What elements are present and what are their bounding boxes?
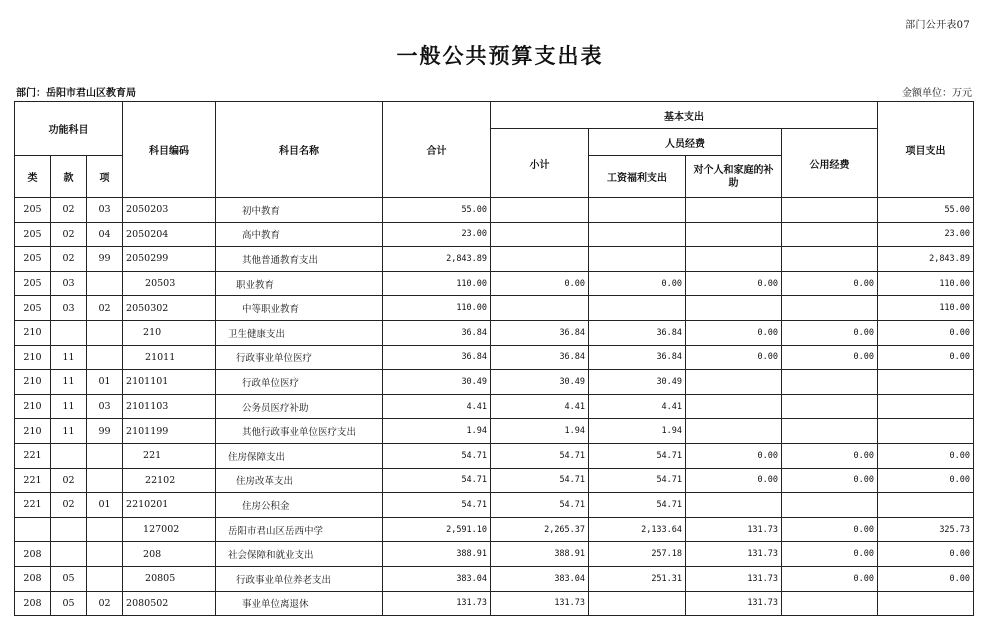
cell-public: [782, 419, 878, 444]
cell-code: 127002: [123, 517, 216, 542]
cell-subtotal: 0.00: [491, 271, 589, 296]
cell-family: [686, 419, 782, 444]
table-row: [15, 296, 974, 321]
cell-family: 0.00: [686, 345, 782, 370]
cell-subtotal: 2,265.37: [491, 517, 589, 542]
cell-kuan: 11: [51, 345, 87, 370]
cell-lei: 205: [15, 198, 51, 223]
cell-project: 325.73: [878, 517, 974, 542]
cell-total: 54.71: [383, 468, 491, 493]
cell-lei: 205: [15, 271, 51, 296]
cell-total: 36.84: [383, 320, 491, 345]
cell-wages: 0.00: [589, 271, 686, 296]
cell-wages: 251.31: [589, 566, 686, 591]
table-row: [15, 468, 974, 493]
cell-xiang: 01: [87, 493, 123, 518]
cell-code: 2050204: [123, 222, 216, 247]
cell-wages: [589, 247, 686, 272]
cell-code: 22102: [123, 468, 216, 493]
cell-lei: 205: [15, 247, 51, 272]
cell-project: [878, 419, 974, 444]
cell-kuan: [51, 542, 87, 567]
cell-name: 行政事业单位养老支出: [216, 566, 383, 591]
cell-project: [878, 370, 974, 395]
cell-code: 2080502: [123, 591, 216, 616]
cell-xiang: 01: [87, 370, 123, 395]
cell-total: 110.00: [383, 296, 491, 321]
table-row: [15, 222, 974, 247]
table-header: [15, 102, 974, 198]
cell-public: 0.00: [782, 542, 878, 567]
header-total: 合计: [383, 102, 491, 198]
cell-family: [686, 394, 782, 419]
cell-xiang: [87, 271, 123, 296]
cell-total: 54.71: [383, 443, 491, 468]
cell-name: 公务员医疗补助: [216, 394, 383, 419]
cell-total: 383.04: [383, 566, 491, 591]
cell-lei: 221: [15, 493, 51, 518]
cell-total: 131.73: [383, 591, 491, 616]
header-subtotal: 小计: [491, 129, 589, 198]
cell-lei: 208: [15, 542, 51, 567]
cell-family: 0.00: [686, 468, 782, 493]
cell-kuan: [51, 443, 87, 468]
cell-subtotal: 4.41: [491, 394, 589, 419]
cell-subtotal: 30.49: [491, 370, 589, 395]
header-public: 公用经费: [782, 129, 878, 198]
cell-name: 岳阳市君山区岳西中学: [216, 517, 383, 542]
cell-lei: 208: [15, 591, 51, 616]
cell-family: 131.73: [686, 591, 782, 616]
cell-project: 23.00: [878, 222, 974, 247]
cell-wages: 2,133.64: [589, 517, 686, 542]
cell-lei: 210: [15, 394, 51, 419]
cell-project: 0.00: [878, 542, 974, 567]
table-row: [15, 517, 974, 542]
cell-kuan: 02: [51, 222, 87, 247]
cell-wages: 36.84: [589, 345, 686, 370]
cell-code: 20503: [123, 271, 216, 296]
page-title: 一般公共预算支出表: [396, 43, 604, 68]
department-label: 部门：岳阳市君山区教育局: [16, 88, 136, 99]
cell-wages: 257.18: [589, 542, 686, 567]
table-row: [15, 443, 974, 468]
table-row: [15, 198, 974, 223]
cell-name: 社会保障和就业支出: [216, 542, 383, 567]
cell-name: 住房改革支出: [216, 468, 383, 493]
header-wages: 工资福利支出: [589, 156, 686, 198]
header-project: 项目支出: [878, 102, 974, 198]
cell-project: 0.00: [878, 443, 974, 468]
cell-code: 2050302: [123, 296, 216, 321]
cell-public: 0.00: [782, 443, 878, 468]
cell-name: 初中教育: [216, 198, 383, 223]
cell-family: [686, 296, 782, 321]
cell-xiang: [87, 468, 123, 493]
form-number: 部门公开表07: [905, 20, 970, 31]
cell-xiang: [87, 542, 123, 567]
cell-name: 其他行政事业单位医疗支出: [216, 419, 383, 444]
cell-kuan: 11: [51, 394, 87, 419]
cell-subtotal: 131.73: [491, 591, 589, 616]
cell-subtotal: 383.04: [491, 566, 589, 591]
cell-code: 221: [123, 443, 216, 468]
cell-family: [686, 493, 782, 518]
cell-subtotal: [491, 296, 589, 321]
cell-name: 职业教育: [216, 271, 383, 296]
cell-public: [782, 493, 878, 518]
cell-code: 2050203: [123, 198, 216, 223]
cell-total: 4.41: [383, 394, 491, 419]
cell-project: 0.00: [878, 468, 974, 493]
cell-family: 131.73: [686, 566, 782, 591]
table-row: [15, 370, 974, 395]
cell-total: 36.84: [383, 345, 491, 370]
cell-wages: 54.71: [589, 443, 686, 468]
cell-xiang: [87, 443, 123, 468]
cell-total: 30.49: [383, 370, 491, 395]
table-row: [15, 320, 974, 345]
cell-code: 2210201: [123, 493, 216, 518]
cell-lei: 210: [15, 320, 51, 345]
cell-kuan: 05: [51, 566, 87, 591]
header-lei: 类: [15, 156, 51, 198]
cell-public: 0.00: [782, 517, 878, 542]
cell-xiang: [87, 345, 123, 370]
cell-public: [782, 370, 878, 395]
cell-kuan: 11: [51, 370, 87, 395]
cell-total: 2,843.89: [383, 247, 491, 272]
cell-total: 1.94: [383, 419, 491, 444]
cell-public: [782, 198, 878, 223]
cell-project: 0.00: [878, 320, 974, 345]
table-row: [15, 566, 974, 591]
cell-total: 54.71: [383, 493, 491, 518]
cell-public: [782, 591, 878, 616]
cell-name: 住房保障支出: [216, 443, 383, 468]
cell-subtotal: 1.94: [491, 419, 589, 444]
header-code: 科目编码: [123, 102, 216, 198]
cell-public: 0.00: [782, 320, 878, 345]
cell-lei: 210: [15, 419, 51, 444]
header-name: 科目名称: [216, 102, 383, 198]
cell-subtotal: [491, 222, 589, 247]
cell-name: 事业单位离退休: [216, 591, 383, 616]
cell-code: 20805: [123, 566, 216, 591]
cell-public: 0.00: [782, 566, 878, 591]
cell-project: 2,843.89: [878, 247, 974, 272]
cell-lei: 210: [15, 370, 51, 395]
cell-family: 0.00: [686, 320, 782, 345]
cell-xiang: 02: [87, 296, 123, 321]
cell-public: [782, 247, 878, 272]
cell-wages: [589, 198, 686, 223]
cell-project: 0.00: [878, 345, 974, 370]
cell-total: 55.00: [383, 198, 491, 223]
cell-project: 110.00: [878, 271, 974, 296]
cell-total: 388.91: [383, 542, 491, 567]
cell-lei: 208: [15, 566, 51, 591]
cell-name: 卫生健康支出: [216, 320, 383, 345]
cell-wages: [589, 222, 686, 247]
cell-lei: 221: [15, 468, 51, 493]
table-row: [15, 542, 974, 567]
cell-xiang: [87, 320, 123, 345]
cell-wages: 30.49: [589, 370, 686, 395]
cell-family: 0.00: [686, 271, 782, 296]
cell-kuan: 03: [51, 271, 87, 296]
cell-public: [782, 296, 878, 321]
cell-xiang: 02: [87, 591, 123, 616]
unit-label: 金额单位：万元: [902, 88, 972, 99]
cell-lei: 205: [15, 222, 51, 247]
cell-family: 131.73: [686, 517, 782, 542]
cell-name: 其他普通教育支出: [216, 247, 383, 272]
cell-project: [878, 394, 974, 419]
cell-kuan: 11: [51, 419, 87, 444]
cell-code: 208: [123, 542, 216, 567]
cell-family: [686, 198, 782, 223]
cell-name: 行政事业单位医疗: [216, 345, 383, 370]
cell-name: 住房公积金: [216, 493, 383, 518]
cell-project: [878, 493, 974, 518]
cell-family: [686, 222, 782, 247]
cell-subtotal: [491, 247, 589, 272]
cell-public: 0.00: [782, 468, 878, 493]
cell-subtotal: 54.71: [491, 493, 589, 518]
cell-project: 110.00: [878, 296, 974, 321]
cell-xiang: 99: [87, 419, 123, 444]
header-func-group: 功能科目: [15, 102, 123, 156]
cell-code: 2101103: [123, 394, 216, 419]
budget-table: [14, 101, 974, 616]
table-body: [15, 198, 974, 616]
cell-subtotal: 388.91: [491, 542, 589, 567]
header-personnel: 人员经费: [589, 129, 782, 156]
cell-subtotal: 54.71: [491, 443, 589, 468]
cell-name: 高中教育: [216, 222, 383, 247]
cell-public: [782, 394, 878, 419]
cell-kuan: 03: [51, 296, 87, 321]
cell-kuan: 02: [51, 493, 87, 518]
cell-total: 2,591.10: [383, 517, 491, 542]
cell-xiang: [87, 566, 123, 591]
table-row: [15, 247, 974, 272]
cell-project: [878, 591, 974, 616]
header-kuan: 款: [51, 156, 87, 198]
cell-code: 210: [123, 320, 216, 345]
cell-xiang: 03: [87, 198, 123, 223]
cell-wages: 36.84: [589, 320, 686, 345]
cell-family: 131.73: [686, 542, 782, 567]
table-row: [15, 493, 974, 518]
cell-family: [686, 247, 782, 272]
cell-wages: 54.71: [589, 493, 686, 518]
cell-xiang: 04: [87, 222, 123, 247]
cell-code: 2101101: [123, 370, 216, 395]
table-row: [15, 271, 974, 296]
cell-lei: 210: [15, 345, 51, 370]
cell-project: 55.00: [878, 198, 974, 223]
table-row: [15, 591, 974, 616]
cell-code: 2050299: [123, 247, 216, 272]
cell-family: [686, 370, 782, 395]
cell-public: 0.00: [782, 345, 878, 370]
cell-name: 中等职业教育: [216, 296, 383, 321]
cell-wages: 54.71: [589, 468, 686, 493]
cell-lei: 221: [15, 443, 51, 468]
header-family: 对个人和家庭的补助: [686, 156, 782, 198]
cell-kuan: 02: [51, 198, 87, 223]
header-basic: 基本支出: [491, 102, 878, 129]
cell-total: 110.00: [383, 271, 491, 296]
cell-xiang: 99: [87, 247, 123, 272]
cell-kuan: 05: [51, 591, 87, 616]
cell-public: [782, 222, 878, 247]
cell-kuan: 02: [51, 247, 87, 272]
cell-lei: 205: [15, 296, 51, 321]
cell-subtotal: 54.71: [491, 468, 589, 493]
cell-total: 23.00: [383, 222, 491, 247]
cell-project: 0.00: [878, 566, 974, 591]
cell-kuan: 02: [51, 468, 87, 493]
cell-kuan: [51, 517, 87, 542]
table-row: [15, 345, 974, 370]
header-xiang: 项: [87, 156, 123, 198]
cell-wages: 4.41: [589, 394, 686, 419]
cell-code: 21011: [123, 345, 216, 370]
cell-xiang: [87, 517, 123, 542]
cell-wages: 1.94: [589, 419, 686, 444]
table-row: [15, 394, 974, 419]
cell-wages: [589, 591, 686, 616]
cell-xiang: 03: [87, 394, 123, 419]
cell-family: 0.00: [686, 443, 782, 468]
cell-public: 0.00: [782, 271, 878, 296]
cell-kuan: [51, 320, 87, 345]
cell-subtotal: [491, 198, 589, 223]
cell-wages: [589, 296, 686, 321]
cell-subtotal: 36.84: [491, 345, 589, 370]
cell-subtotal: 36.84: [491, 320, 589, 345]
cell-lei: [15, 517, 51, 542]
cell-code: 2101199: [123, 419, 216, 444]
cell-name: 行政单位医疗: [216, 370, 383, 395]
table-row: [15, 419, 974, 444]
